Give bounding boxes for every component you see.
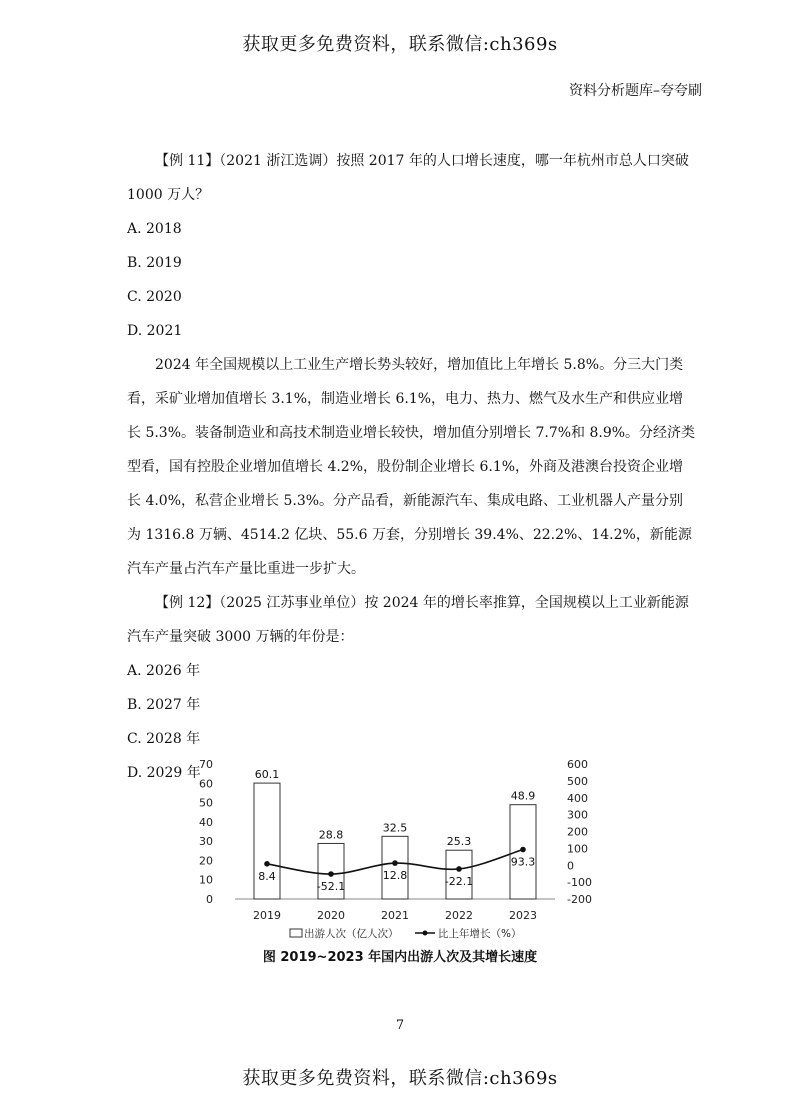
x-tick-label: 2021 [381, 909, 409, 922]
y-right-tick-label: -100 [567, 876, 592, 890]
y-right-tick-label: -200 [567, 893, 592, 906]
y-right-tick-label: 500 [567, 774, 588, 788]
bar-label: 28.8 [318, 828, 344, 842]
example-12-label: 【例 12】 [155, 595, 220, 611]
chart-svg [195, 752, 615, 967]
y-left-tick-label: 60 [199, 777, 213, 791]
growth-point-2023 [520, 847, 526, 853]
bar-label: 32.5 [382, 821, 408, 835]
growth-point-2022 [456, 866, 462, 872]
y-left-tick-label: 20 [199, 854, 213, 868]
y-left-tick-label: 10 [199, 873, 213, 887]
example-11-option-b: B. 2019 [127, 255, 182, 271]
legend-bar-swatch [290, 929, 302, 937]
chart-title: 图 2019~2023 年国内出游人次及其增长速度 [262, 950, 538, 965]
growth-label: -22.1 [444, 874, 474, 888]
y-right-tick-label: 0 [567, 859, 574, 873]
example-11-question [127, 144, 697, 212]
example-12-text: （2025 江苏事业单位）按 2024 年的增长率推算，全国规模以上工业新能源汽车产量突破 3000 万辆的年份是： [127, 595, 689, 645]
y-left-tick-label: 40 [199, 815, 213, 829]
bar-label: 60.1 [254, 768, 280, 782]
example-12-option-d: D. 2029 年 [127, 765, 201, 781]
growth-label: 93.3 [510, 855, 536, 869]
y-right-tick-label: 100 [567, 842, 588, 856]
example-11-option-d: D. 2021 [127, 323, 183, 339]
growth-label: -52.1 [316, 880, 346, 894]
example-11-text: （2021 浙江选调）按照 2017 年的人口增长速度，哪一年杭州市总人口突破 1000 万人？ [127, 153, 689, 203]
y-left-tick-label: 50 [199, 796, 213, 810]
bar-label: 25.3 [446, 835, 472, 849]
example-12-question [127, 586, 697, 654]
growth-point-2019 [264, 861, 270, 867]
bottom-banner: 获取更多免费资料，联系微信:ch369s [242, 1068, 558, 1089]
y-right-tick-label: 200 [567, 825, 588, 839]
x-tick-label: 2022 [445, 909, 473, 922]
page-number: 7 [395, 1018, 405, 1033]
running-header: 资料分析题库–夸夸刷 [569, 83, 702, 99]
tourism-chart [195, 752, 615, 967]
example-12-option-a: A. 2026 年 [127, 663, 201, 679]
x-tick-label: 2023 [509, 909, 537, 922]
x-tick-label: 2019 [253, 909, 281, 922]
x-tick-label: 2020 [317, 909, 345, 922]
y-right-tick-label: 600 [567, 758, 588, 771]
example-11-option-c: C. 2020 [127, 289, 182, 305]
y-left-tick-label: 30 [199, 835, 213, 849]
example-12-option-b: B. 2027 年 [127, 697, 201, 713]
top-banner: 获取更多免费资料，联系微信:ch369s [242, 34, 558, 55]
example-11-option-a: A. 2018 [127, 221, 182, 237]
growth-label: 12.8 [382, 869, 408, 883]
growth-point-2020 [328, 871, 334, 877]
example-12-option-c: C. 2028 年 [127, 731, 201, 747]
y-left-tick-label: 70 [199, 758, 213, 771]
legend-bar-label: 出游人次（亿人次） [304, 928, 399, 940]
page-content [127, 144, 697, 790]
data-passage: 2024 年全国规模以上工业生产增长势头较好，增加值比上年增长 5.8%。分三大门类看，采矿业增加值增长 3.1%，制造业增长 6.1%，电力、热力、燃气及水生产和供应业增长 5.3%。装备制造业和高技术制造业增长较快，增加值分别增长 7.7%和 8.9%。分经济类型看，国有控股企业增加值增长 4.2%，股份制企业增长 6.1%，外商及港澳台投资企业增长 4.0%，私营企业增长 5.3%。分产品看，新能源汽车、集成电路、工业机器人产量分别为 1316.8 万辆、4514.2 亿块、55.6 万套，分别增长 39.4%、22.2%、14.2%，新能源汽车产量占汽车产量比重进一步扩大。 [127, 357, 696, 577]
bar-2021 [382, 836, 408, 899]
example-11-label: 【例 11】 [155, 153, 220, 169]
y-left-tick-label: 0 [206, 893, 213, 906]
growth-label: 8.4 [258, 869, 276, 883]
growth-point-2021 [392, 860, 398, 866]
y-right-tick-label: 300 [567, 808, 588, 822]
bar-label: 48.9 [510, 789, 536, 803]
legend-line-marker [423, 931, 428, 936]
y-right-tick-label: 400 [567, 791, 588, 805]
legend-line-label: 比上年增长（%） [438, 928, 522, 940]
